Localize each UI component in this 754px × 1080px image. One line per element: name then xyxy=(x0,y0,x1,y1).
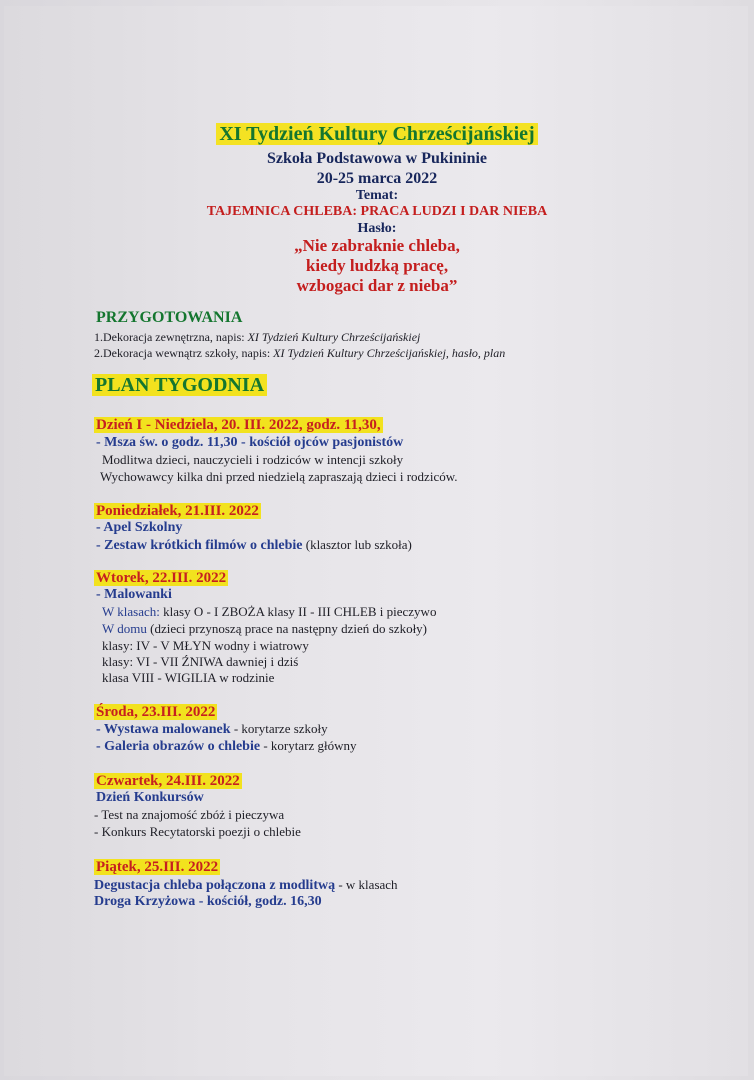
tuesday-line-3 xyxy=(102,621,427,637)
monday-line-1: - Apel Szkolny xyxy=(96,520,183,535)
tuesday-line-4: klasy: IV - V MŁYN wodny i wiatrowy xyxy=(102,638,309,653)
day-wednesday-title: Środa, 23.III. 2022 xyxy=(96,704,216,720)
motto-line-3: wzbogaci dar z nieba” xyxy=(296,276,458,295)
friday-line-1-rest: - w klasach xyxy=(335,877,398,892)
wednesday-line-2-rest: - korytarz główny xyxy=(260,738,357,753)
motto-line-2: kiedy ludzką pracę, xyxy=(305,256,449,275)
prep-item-1-label: 1.Dekoracja zewnętrzna, napis: xyxy=(94,330,245,344)
thursday-line-1: Dzień Konkursów xyxy=(96,790,204,805)
monday-line-2 xyxy=(96,537,412,554)
day-monday xyxy=(94,502,261,520)
school-name: Szkoła Podstawowa w Pukininie xyxy=(266,150,488,167)
day-monday-title: Poniedziałek, 21.III. 2022 xyxy=(96,503,259,519)
thursday-line-2: - Test na znajomość zbóż i pieczywa xyxy=(94,807,285,822)
motto-line-1: „Nie zabraknie chleba, xyxy=(294,236,460,255)
day-wednesday xyxy=(94,703,217,721)
theme-text: TAJEMNICA CHLEBA: PRACA LUDZI I DAR NIEBA xyxy=(206,204,548,219)
thursday-line-3: - Konkurs Recytatorski poezji o chlebie xyxy=(94,824,301,839)
day-sunday-title: Dzień I - Niedziela, 20. III. 2022, godz. 11,30, xyxy=(96,417,381,433)
tuesday-line-3-rest: (dzieci przynoszą prace na następny dzień do szkoły) xyxy=(146,621,428,636)
tuesday-line-1: - Malowanki xyxy=(96,587,172,602)
friday-line-1 xyxy=(94,877,398,894)
tuesday-line-5: klasy: VI - VII ŹNIWA dawniej i dziś xyxy=(102,654,299,669)
tuesday-line-2-label: W klasach: xyxy=(102,604,160,619)
friday-line-1-bold: Degustacja chleba połączona z modlitwą xyxy=(94,878,336,893)
prep-item-2-label: 2.Dekoracja wewnątrz szkoły, napis: xyxy=(94,346,271,360)
day-thursday xyxy=(94,772,242,790)
wednesday-line-1-rest: - korytarze szkoły xyxy=(230,721,328,736)
friday-line-2: Droga Krzyżowa - kościół, godz. 16,30 xyxy=(94,894,322,909)
tuesday-line-2 xyxy=(102,604,436,620)
day-tuesday xyxy=(94,569,228,587)
monday-line-2-bold: - Zestaw krótkich filmów o chlebie xyxy=(96,538,303,553)
wednesday-line-1-bold: - Wystawa malowanek xyxy=(96,722,231,737)
prep-heading: PRZYGOTOWANIA xyxy=(96,309,243,326)
wednesday-line-1 xyxy=(96,721,328,738)
plan-heading-wrap xyxy=(92,374,267,397)
monday-line-2-rest: (klasztor lub szkoła) xyxy=(302,537,412,552)
prep-item-2-value: XI Tydzień Kultury Chrześcijańskiej, hasło, plan xyxy=(273,346,506,360)
wednesday-line-2-bold: - Galeria obrazów o chlebie xyxy=(96,739,261,754)
tuesday-line-6: klasa VIII - WIGILIA w rodzinie xyxy=(102,670,275,685)
day-friday-title: Piątek, 25.III. 2022 xyxy=(96,859,219,875)
document-title: XI Tydzień Kultury Chrześcijańskiej xyxy=(216,123,537,145)
prep-item-1-value: XI Tydzień Kultury Chrześcijańskiej xyxy=(247,330,421,344)
event-dates: 20-25 marca 2022 xyxy=(316,170,438,187)
tuesday-line-3-label: W domu xyxy=(102,621,147,636)
prep-item-1 xyxy=(94,330,420,345)
sunday-line-1: - Msza św. o godz. 11,30 - kościół ojców pasjonistów xyxy=(96,435,404,450)
day-tuesday-title: Wtorek, 22.III. 2022 xyxy=(96,570,227,586)
day-thursday-title: Czwartek, 24.III. 2022 xyxy=(96,773,240,789)
plan-heading: PLAN TYGODNIA xyxy=(92,374,267,396)
day-sunday xyxy=(94,416,383,434)
sunday-line-3: Wychowawcy kilka dni przed niedzielą zapraszają dzieci i rodziców. xyxy=(100,469,458,484)
prep-item-2 xyxy=(94,346,505,361)
sunday-line-2: Modlitwa dzieci, nauczycieli i rodziców w intencji szkoły xyxy=(102,452,404,467)
wednesday-line-2 xyxy=(96,738,356,755)
theme-label: Temat: xyxy=(355,188,399,203)
motto-label: Hasło: xyxy=(357,221,397,236)
document-title-wrap xyxy=(0,123,754,146)
day-friday xyxy=(94,858,220,876)
tuesday-line-2-rest: klasy O - I ZBOŻA klasy II - III CHLEB i pieczywo xyxy=(159,604,437,619)
